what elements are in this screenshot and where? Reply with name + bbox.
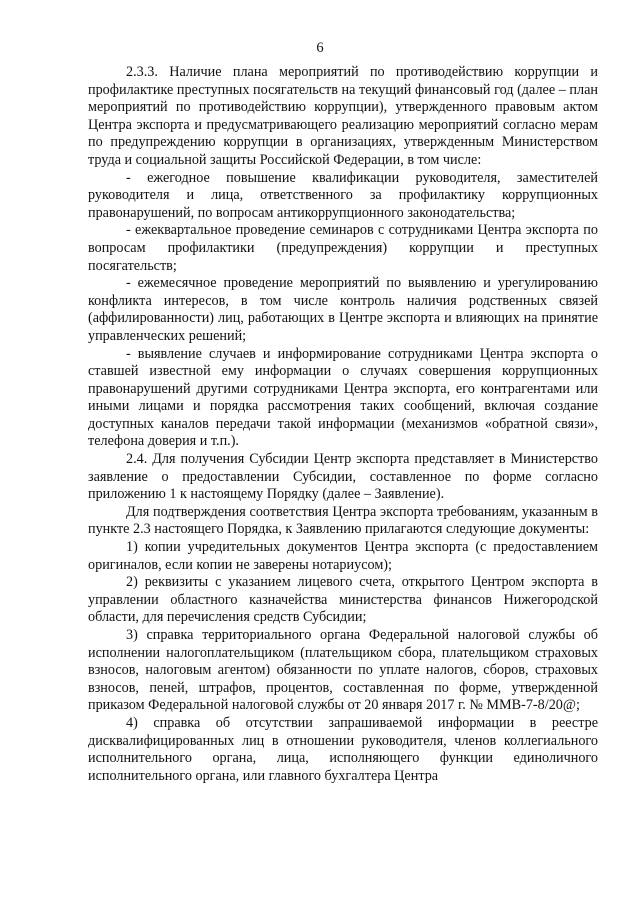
document-item-1: 1) копии учредительных документов Центра экспорта (с предоставлением оригиналов, если копии не заверены нотариусом);: [88, 539, 598, 573]
list-item-reporting: - выявление случаев и информирование сотрудниками Центра экспорта о ставшей известной ему информации о случаях совершения коррупционных правонарушений другими сотрудниками Центра экспорта, его контрагентами или иными лицами и порядка рассмотрения таких сообщений, включая создание доступных каналов передачи такой информации (механизмов «обратной связи», телефона доверия и т.п.).: [88, 345, 598, 450]
document-item-2: 2) реквизиты с указанием лицевого счета, открытого Центром экспорта в управлении областного казначейства министерства финансов Нижегородской области, для перечисления средств Субсидии;: [88, 574, 598, 626]
list-item-training: - ежегодное повышение квалификации руководителя, заместителей руководителя и лица, ответственного за профилактику коррупционных правонарушений, по вопросам антикоррупционного законодательства;: [88, 169, 598, 221]
document-body: [88, 64, 598, 785]
paragraph-2-3-3: 2.3.3. Наличие плана мероприятий по противодействию коррупции и профилактике преступных посягательств на текущий финансовый год (далее – план мероприятий по противодействию коррупции), утвержденного правовым актом Центра экспорта и предусматривающего реализацию мероприятий согласно мерам по предупреждению коррупции в организациях, утвержденным Министерством труда и социальной защиты Российской Федерации, в том числе:: [88, 64, 598, 168]
list-item-seminars: - ежеквартальное проведение семинаров с сотрудниками Центра экспорта по вопросам профилактики (предупреждения) коррупции и преступных посягательств;: [88, 222, 598, 274]
list-item-conflict-of-interest: - ежемесячное проведение мероприятий по выявлению и урегулированию конфликта интересов, в том числе контроль наличия родственных связей (аффилированности) лиц, работающих в Центре экспорта и влияющих на принятие управленческих решений;: [88, 275, 598, 344]
document-item-4: 4) справка об отсутствии запрашиваемой информации в реестре дисквалифицированных лиц в отношении руководителя, членов коллегиального исполнительного органа, лица, исполняющего функции единоличного исполнительного органа, или главного бухгалтера Центра: [88, 714, 598, 784]
paragraph-2-4: 2.4. Для получения Субсидии Центр экспорта представляет в Министерство заявление о предоставлении Субсидии, составленное по форме согласно приложению 1 к настоящему Порядку (далее – Заявление).: [88, 451, 598, 503]
document-item-3: 3) справка территориального органа Федеральной налоговой службы об исполнении налогоплательщиком (плательщиком сбора, плательщиком страховых взносов, налоговым агентом) обязанности по уплате налогов, сборов, страховых взносов, пеней, штрафов, процентов, составленная по форме, утвержденной приказом Федеральной налоговой службы от 20 января 2017 г. № ММВ-7-8/20@;: [88, 627, 598, 714]
paragraph-documents-intro: Для подтверждения соответствия Центра экспорта требованиям, указанным в пункте 2.3 настоящего Порядка, к Заявлению прилагаются следующие документы:: [88, 503, 598, 538]
page-number: 6: [316, 40, 324, 56]
